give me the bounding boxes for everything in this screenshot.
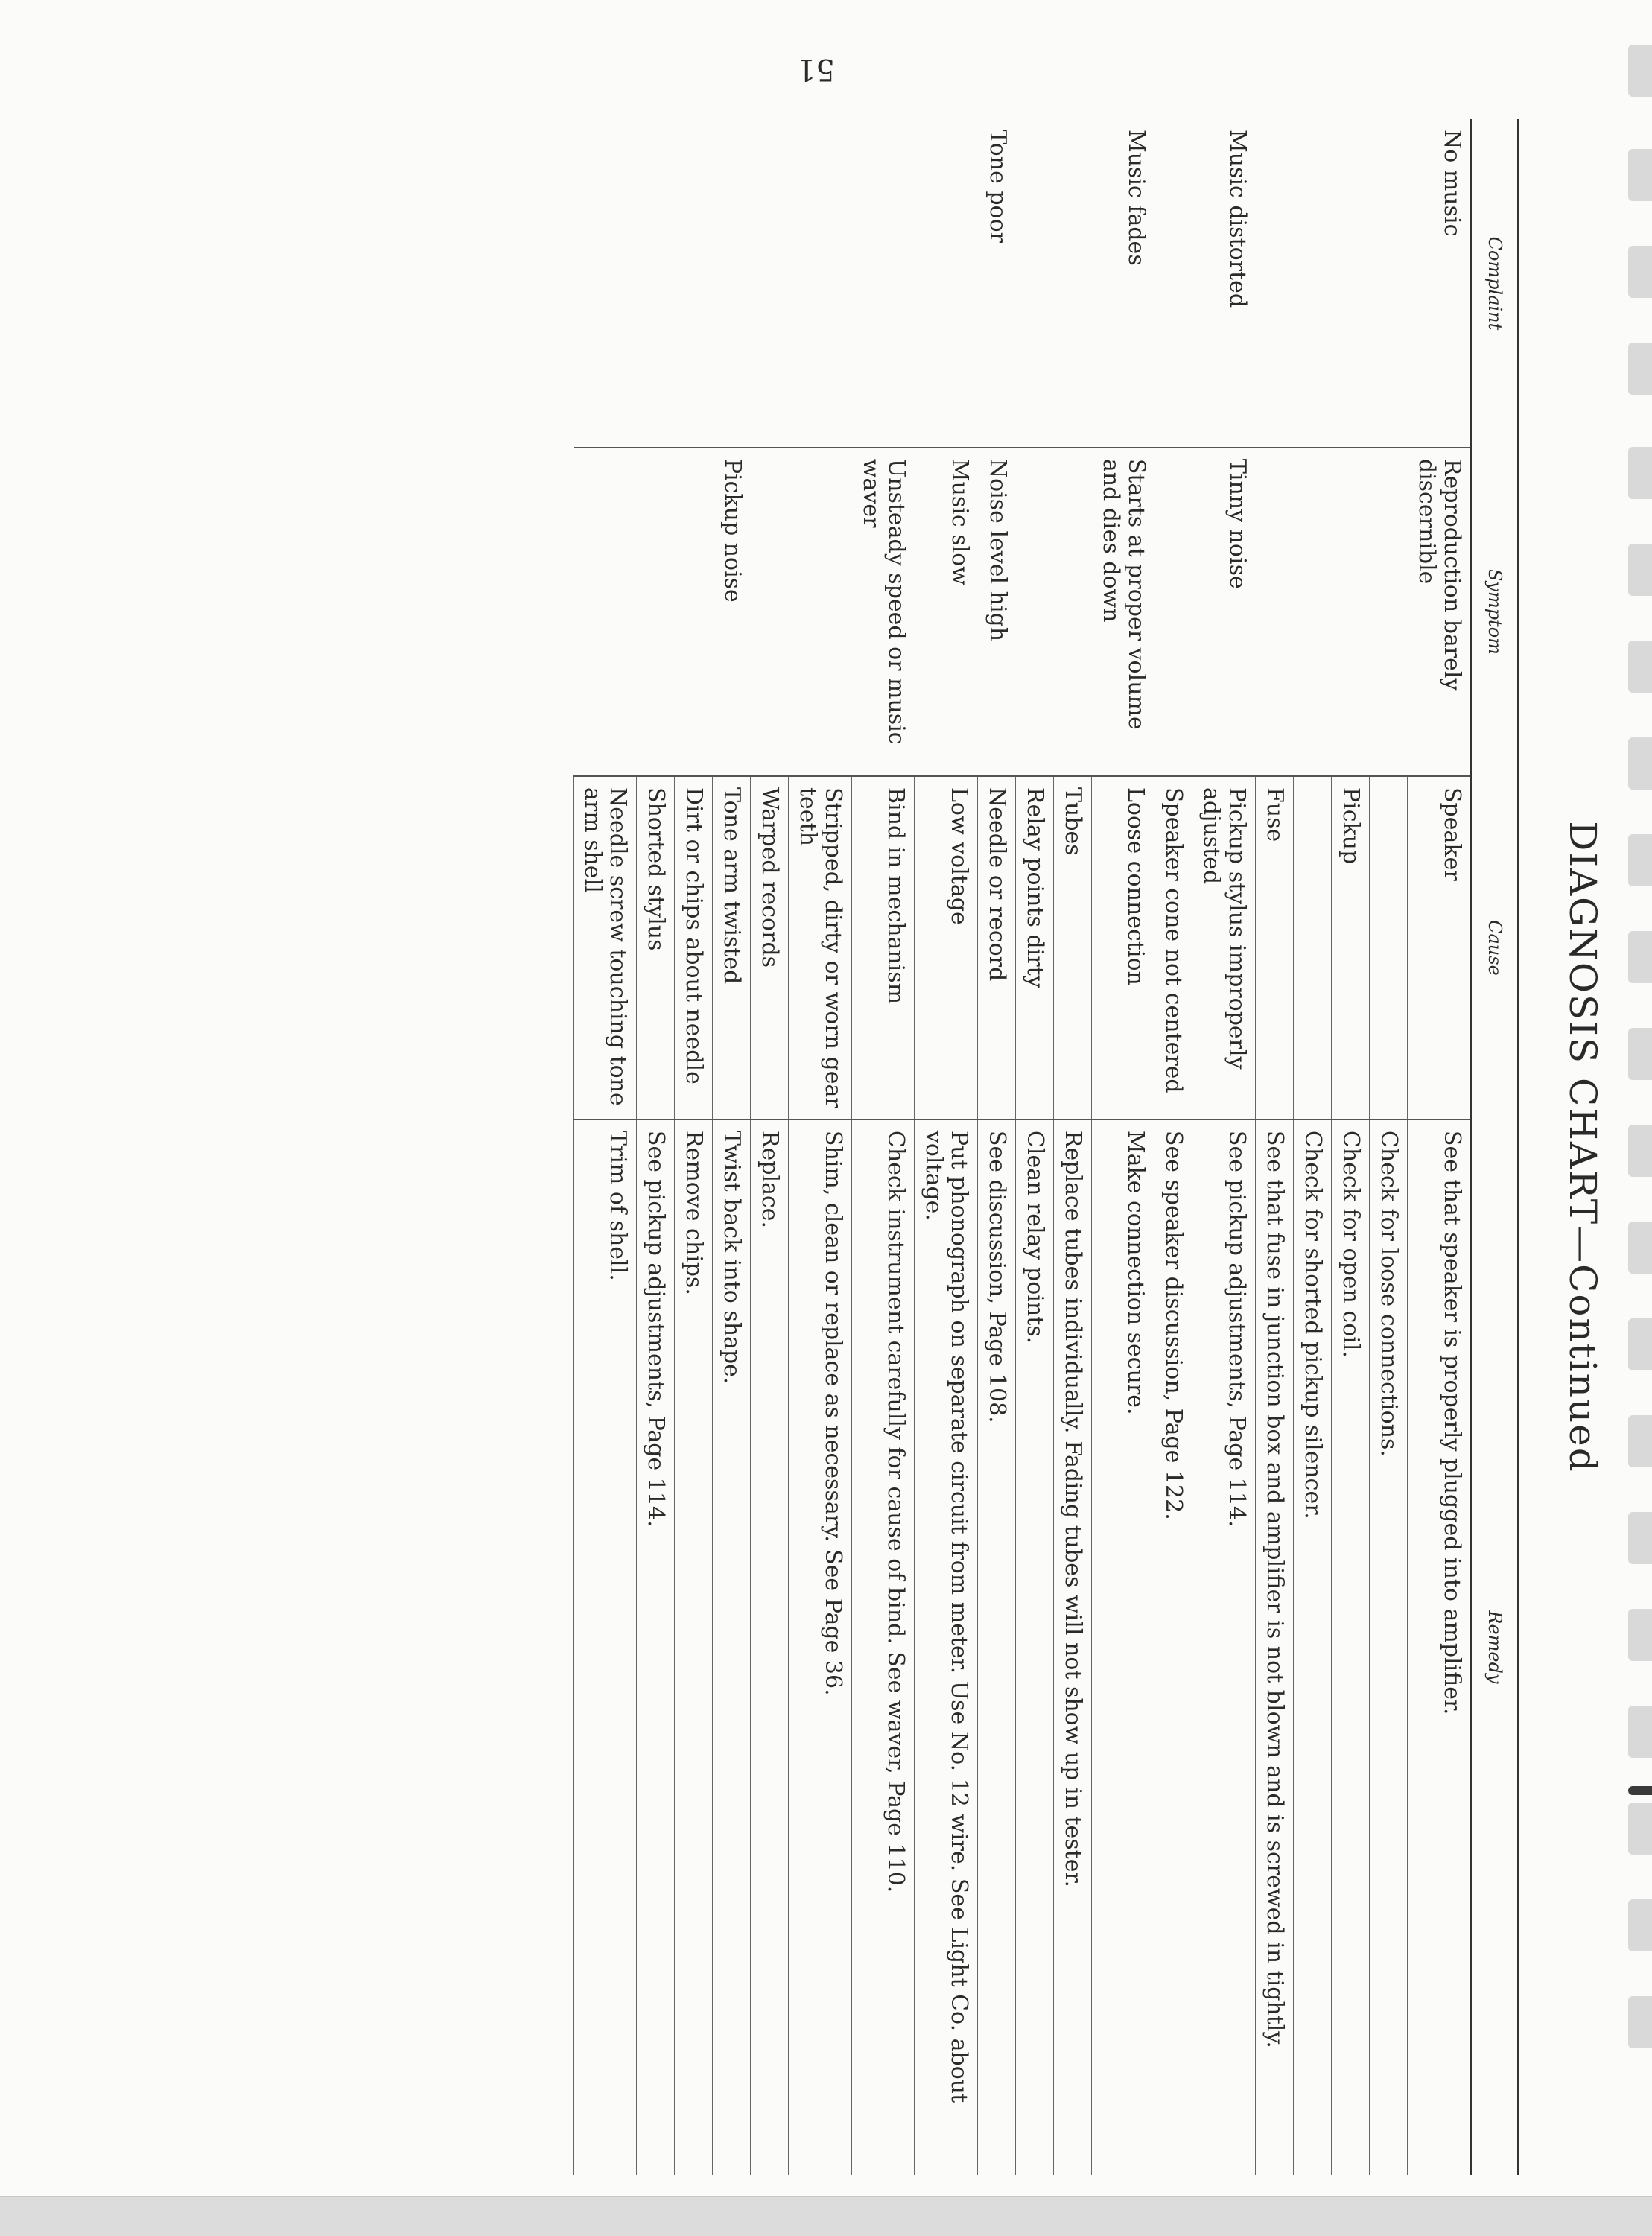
remedy-cell: Clean relay points. <box>1016 1119 1054 2175</box>
binding-tab-dark <box>1628 1786 1652 1795</box>
table-row <box>978 119 1016 2175</box>
remedy-cell: Trim of shell. <box>574 1119 637 2175</box>
table-row <box>1370 119 1408 2175</box>
complaint-cell <box>637 119 675 448</box>
complaint-cell: No music <box>1408 119 1472 448</box>
cause-cell: Loose connection <box>1092 776 1154 1119</box>
binding-tab <box>1628 1512 1652 1564</box>
complaint-cell: Tone poor <box>978 119 1016 448</box>
symptom-cell <box>675 448 713 776</box>
cause-cell: Pickup stylus improperly adjusted <box>1192 776 1256 1119</box>
remedy-cell: See pickup adjustments, Page 114. <box>1192 1119 1256 2175</box>
table-body <box>574 119 1472 2175</box>
cause-cell: Stripped, dirty or worn gear teeth <box>789 776 852 1119</box>
binding-tab <box>1628 1803 1652 1855</box>
header-row <box>1472 119 1519 2175</box>
page-number: 51 <box>797 52 835 86</box>
symptom-cell: Starts at proper volume and dies down <box>1092 448 1154 776</box>
complaint-cell: Music fades <box>1092 119 1154 448</box>
remedy-cell: See discussion, Page 108. <box>978 1119 1016 2175</box>
cause-cell: Dirt or chips about needle <box>675 776 713 1119</box>
remedy-cell: Replace tubes individually. Fading tubes will not show up in tester. <box>1054 1119 1092 2175</box>
complaint-cell <box>1370 119 1408 448</box>
table-row <box>1154 119 1192 2175</box>
cause-cell: Needle screw touching tone arm shell <box>574 776 637 1119</box>
table-row <box>637 119 675 2175</box>
complaint-cell <box>713 119 751 448</box>
table-row <box>852 119 915 2175</box>
complaint-cell <box>915 119 978 448</box>
cause-cell: Speaker <box>1408 776 1472 1119</box>
cause-cell: Bind in mechanism <box>852 776 915 1119</box>
remedy-cell: See speaker discussion, Page 122. <box>1154 1119 1192 2175</box>
header-remedy: Remedy <box>1472 1119 1519 2175</box>
table-row <box>675 119 713 2175</box>
table-row <box>574 119 637 2175</box>
binding-tab <box>1628 1125 1652 1177</box>
remedy-cell: Replace. <box>751 1119 789 2175</box>
cause-cell: Needle or record <box>978 776 1016 1119</box>
complaint-cell <box>1054 119 1092 448</box>
binding-tab <box>1628 641 1652 693</box>
cause-cell <box>1370 776 1408 1119</box>
remedy-cell: Check for loose connections. <box>1370 1119 1408 2175</box>
binding-tab <box>1628 1222 1652 1274</box>
binding-tab <box>1628 544 1652 596</box>
diagnosis-table <box>574 119 1520 2175</box>
cause-cell: Low voltage <box>915 776 978 1119</box>
complaint-cell: Music distorted <box>1192 119 1256 448</box>
complaint-cell <box>1016 119 1054 448</box>
table-row <box>1332 119 1370 2175</box>
binding-tab <box>1628 1028 1652 1080</box>
table-row <box>915 119 978 2175</box>
binding-tab <box>1628 834 1652 886</box>
symptom-cell: Pickup noise <box>713 448 751 776</box>
symptom-cell <box>637 448 675 776</box>
symptom-cell <box>1370 448 1408 776</box>
symptom-cell <box>1154 448 1192 776</box>
remedy-cell: See that speaker is properly plugged into amplifier. <box>1408 1119 1472 2175</box>
complaint-cell <box>675 119 713 448</box>
binding-tabs <box>1628 0 1652 2205</box>
remedy-cell: Check for shorted pickup silencer. <box>1294 1119 1332 2175</box>
complaint-cell <box>574 119 637 448</box>
remedy-cell: Twist back into shape. <box>713 1119 751 2175</box>
symptom-cell: Reproduction barely discernible <box>1408 448 1472 776</box>
cause-cell <box>1294 776 1332 1119</box>
symptom-cell <box>789 448 852 776</box>
complaint-cell <box>852 119 915 448</box>
cause-cell: Pickup <box>1332 776 1370 1119</box>
complaint-cell <box>1332 119 1370 448</box>
binding-tab <box>1628 149 1652 201</box>
binding-tab <box>1628 737 1652 790</box>
chart-title: DIAGNOSIS CHART—Continued <box>1561 821 1604 1473</box>
table-row <box>1256 119 1294 2175</box>
complaint-cell <box>751 119 789 448</box>
remedy-cell: Check for open coil. <box>1332 1119 1370 2175</box>
remedy-cell: See pickup adjustments, Page 114. <box>637 1119 675 2175</box>
cause-cell: Fuse <box>1256 776 1294 1119</box>
cause-cell: Shorted stylus <box>637 776 675 1119</box>
binding-tab <box>1628 45 1652 97</box>
cause-cell: Warped records <box>751 776 789 1119</box>
table-row <box>1092 119 1154 2175</box>
table-row <box>1408 119 1472 2175</box>
table-row <box>1294 119 1332 2175</box>
remedy-cell: Remove chips. <box>675 1119 713 2175</box>
table-row <box>713 119 751 2175</box>
remedy-cell: Make connection secure. <box>1092 1119 1154 2175</box>
remedy-cell: Put phonograph on separate circuit from meter. Use No. 12 wire. See Light Co. about voltage. <box>915 1119 978 2175</box>
symptom-cell <box>1294 448 1332 776</box>
header-cause: Cause <box>1472 776 1519 1119</box>
complaint-cell <box>1154 119 1192 448</box>
table-row <box>1054 119 1092 2175</box>
table-row <box>1016 119 1054 2175</box>
cause-cell: Tone arm twisted <box>713 776 751 1119</box>
symptom-cell: Noise level high <box>978 448 1016 776</box>
symptom-cell: Tinny noise <box>1192 448 1256 776</box>
symptom-cell <box>1332 448 1370 776</box>
binding-tab <box>1628 343 1652 395</box>
binding-tab <box>1628 1609 1652 1661</box>
symptom-cell <box>1256 448 1294 776</box>
complaint-cell <box>1256 119 1294 448</box>
binding-tab <box>1628 931 1652 983</box>
binding-tab <box>1628 1899 1652 1951</box>
binding-tab <box>1628 1706 1652 1758</box>
binding-tab <box>1628 1996 1652 2048</box>
header-symptom: Symptom <box>1472 448 1519 776</box>
remedy-cell: Shim, clean or replace as necessary. See Page 36. <box>789 1119 852 2175</box>
complaint-cell <box>1294 119 1332 448</box>
scan-bottom-edge <box>0 2196 1652 2236</box>
table-row <box>789 119 852 2175</box>
symptom-cell <box>1016 448 1054 776</box>
remedy-cell: See that fuse in junction box and amplifier is not blown and is screwed in tightly. <box>1256 1119 1294 2175</box>
symptom-cell <box>751 448 789 776</box>
table-row <box>1192 119 1256 2175</box>
binding-tab <box>1628 447 1652 499</box>
diagnosis-chart <box>60 119 1624 2175</box>
symptom-cell <box>574 448 637 776</box>
complaint-cell <box>789 119 852 448</box>
remedy-cell: Check instrument carefully for cause of bind. See waver, Page 110. <box>852 1119 915 2175</box>
binding-tab <box>1628 1318 1652 1370</box>
symptom-cell: Unsteady speed or music waver <box>852 448 915 776</box>
binding-tab <box>1628 246 1652 298</box>
symptom-cell: Music slow <box>915 448 978 776</box>
cause-cell: Speaker cone not centered <box>1154 776 1192 1119</box>
cause-cell: Tubes <box>1054 776 1092 1119</box>
binding-tab <box>1628 1415 1652 1467</box>
table-row <box>751 119 789 2175</box>
header-complaint: Complaint <box>1472 119 1519 448</box>
cause-cell: Relay points dirty <box>1016 776 1054 1119</box>
symptom-cell <box>1054 448 1092 776</box>
